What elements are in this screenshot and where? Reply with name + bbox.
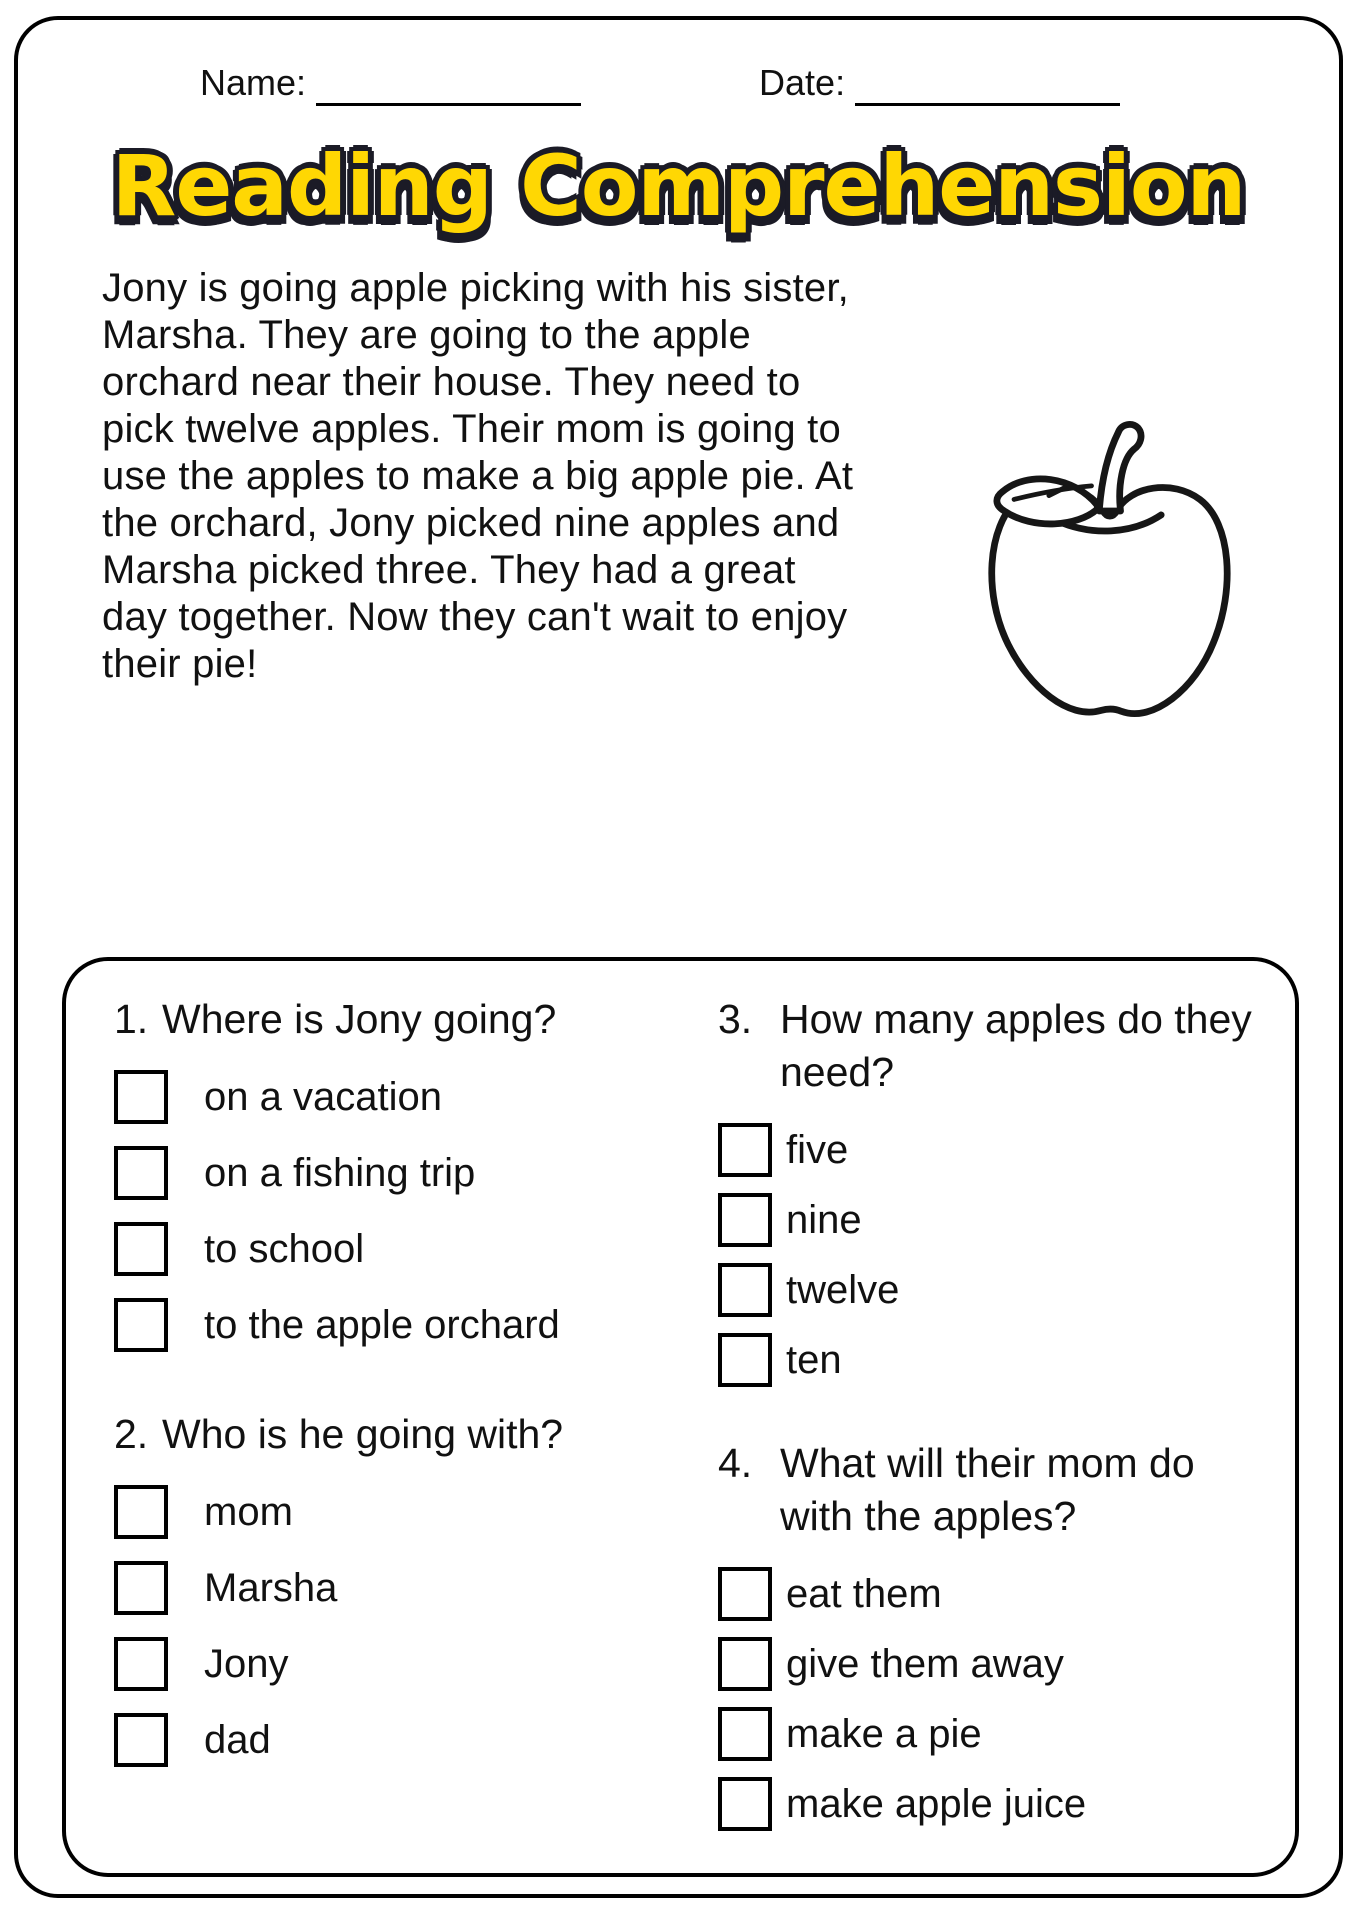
answer-checkbox[interactable] bbox=[718, 1567, 772, 1621]
answer-checkbox[interactable] bbox=[114, 1713, 168, 1767]
question-text: Where is Jony going? bbox=[162, 996, 557, 1042]
answer-option-row bbox=[718, 1123, 1271, 1177]
answer-checkbox[interactable] bbox=[114, 1485, 168, 1539]
answer-checkbox[interactable] bbox=[114, 1637, 168, 1691]
answer-checkbox[interactable] bbox=[114, 1070, 168, 1124]
question-number: 4. bbox=[718, 1440, 753, 1486]
option-label: make a pie bbox=[786, 1711, 982, 1756]
answer-option-row bbox=[718, 1263, 1271, 1317]
answer-option-row bbox=[114, 1713, 704, 1767]
answer-checkbox[interactable] bbox=[718, 1707, 772, 1761]
answer-checkbox[interactable] bbox=[718, 1777, 772, 1831]
answer-checkbox[interactable] bbox=[718, 1263, 772, 1317]
answer-option-row bbox=[718, 1777, 1271, 1831]
header-row bbox=[18, 62, 1339, 106]
option-label: five bbox=[786, 1127, 849, 1172]
question-header bbox=[718, 1437, 1271, 1543]
questions-column-right bbox=[704, 993, 1271, 1851]
name-field bbox=[200, 62, 581, 106]
answer-checkbox[interactable] bbox=[718, 1193, 772, 1247]
option-label: dad bbox=[204, 1717, 271, 1762]
question-number: 3. bbox=[718, 996, 753, 1042]
answer-checkbox[interactable] bbox=[114, 1222, 168, 1276]
option-label: give them away bbox=[786, 1641, 1064, 1686]
options-list bbox=[114, 1485, 704, 1789]
answer-option-row bbox=[114, 1298, 704, 1352]
content-area bbox=[18, 265, 1339, 762]
option-label: on a vacation bbox=[204, 1074, 442, 1119]
answer-checkbox[interactable] bbox=[718, 1123, 772, 1177]
answer-option-row bbox=[718, 1333, 1271, 1387]
reading-passage: Jony is going apple picking with his sister, Marsha. They are going to the apple orchard near their house. They need to pick twelve apples. Their mom is going to use the apples to make a big apple pie. At the orchard, Jony picked nine apples and Marsha picked three. They had a great day together. Now they can't wait to enjoy their pie! bbox=[102, 266, 854, 686]
questions-box bbox=[62, 957, 1299, 1877]
page-title: Reading Comprehension bbox=[111, 137, 1246, 235]
options-list bbox=[718, 1567, 1271, 1847]
answer-checkbox[interactable] bbox=[114, 1298, 168, 1352]
question bbox=[718, 1437, 1271, 1847]
option-label: make apple juice bbox=[786, 1781, 1087, 1826]
date-field bbox=[759, 62, 1120, 106]
date-label: Date: bbox=[759, 62, 846, 103]
answer-option-row bbox=[114, 1146, 704, 1200]
option-label: Marsha bbox=[204, 1565, 338, 1610]
question bbox=[114, 993, 704, 1374]
question bbox=[718, 993, 1271, 1403]
answer-option-row bbox=[718, 1567, 1271, 1621]
apple-illustration bbox=[956, 387, 1256, 762]
question-header bbox=[718, 993, 1271, 1099]
option-label: ten bbox=[786, 1337, 842, 1382]
question-text: Who is he going with? bbox=[162, 1411, 564, 1457]
name-line[interactable] bbox=[316, 65, 581, 106]
answer-option-row bbox=[718, 1707, 1271, 1761]
answer-option-row bbox=[718, 1637, 1271, 1691]
question-header bbox=[114, 1408, 704, 1461]
options-list bbox=[718, 1123, 1271, 1403]
option-label: to school bbox=[204, 1226, 365, 1271]
option-label: on a fishing trip bbox=[204, 1150, 476, 1195]
option-label: Jony bbox=[204, 1641, 289, 1686]
option-label: eat them bbox=[786, 1571, 942, 1616]
answer-option-row bbox=[114, 1561, 704, 1615]
answer-option-row bbox=[114, 1637, 704, 1691]
answer-option-row bbox=[114, 1222, 704, 1276]
questions-column-left bbox=[114, 993, 704, 1851]
question-text: What will their mom do with the apples? bbox=[780, 1440, 1195, 1539]
answer-option-row bbox=[114, 1485, 704, 1539]
apple-icon bbox=[956, 387, 1256, 757]
answer-checkbox[interactable] bbox=[718, 1637, 772, 1691]
question-header bbox=[114, 993, 704, 1046]
answer-checkbox[interactable] bbox=[114, 1146, 168, 1200]
question-number: 1. bbox=[114, 996, 149, 1042]
options-list bbox=[114, 1070, 704, 1374]
option-label: nine bbox=[786, 1197, 862, 1242]
option-label: to the apple orchard bbox=[204, 1302, 560, 1347]
question bbox=[114, 1408, 704, 1789]
option-label: twelve bbox=[786, 1267, 900, 1312]
name-label: Name: bbox=[200, 62, 307, 103]
answer-checkbox[interactable] bbox=[114, 1561, 168, 1615]
answer-option-row bbox=[114, 1070, 704, 1124]
question-text: How many apples do they need? bbox=[780, 996, 1252, 1095]
answer-option-row bbox=[718, 1193, 1271, 1247]
answer-checkbox[interactable] bbox=[718, 1333, 772, 1387]
worksheet-page bbox=[14, 16, 1343, 1898]
option-label: mom bbox=[204, 1489, 293, 1534]
date-line[interactable] bbox=[855, 65, 1120, 106]
question-number: 2. bbox=[114, 1411, 149, 1457]
